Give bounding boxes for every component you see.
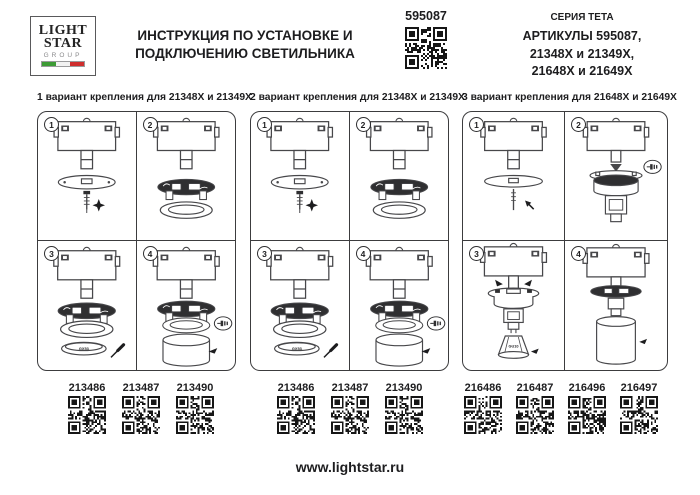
product-code: 213486 (68, 382, 106, 394)
flag-white-segment (56, 62, 70, 66)
flag-red-segment (70, 62, 84, 66)
step-number: 1 (44, 117, 59, 132)
step-number: 3 (257, 246, 272, 261)
step-number: 4 (571, 246, 586, 261)
diagram-gu10-lamp-install (463, 242, 564, 368)
step-number: 2 (356, 117, 371, 132)
product-code: 213487 (331, 382, 369, 394)
qr-code-product (568, 396, 606, 434)
step-panel (38, 241, 137, 370)
qr-code-product (516, 396, 554, 434)
variant-3-title: 3 вариант крепления для 21648X и 21649X (462, 92, 677, 103)
qr-code-product (385, 396, 423, 434)
lamp-label: GX53 (78, 346, 89, 352)
step-number: 2 (571, 117, 586, 132)
product-qr-item (563, 382, 611, 434)
step-number: 3 (44, 246, 59, 261)
articles-line2: 21348X и 21349X, (529, 46, 635, 61)
qr-code-595087 (405, 27, 447, 69)
product-code: 213490 (176, 382, 214, 394)
page-title (110, 27, 380, 63)
page-title-line1: ИНСТРУКЦИЯ ПО УСТАНОВКЕ И (137, 28, 353, 43)
articles-line1: АРТИКУЛЫ 595087, (522, 29, 642, 43)
page-title-line2: ПОДКЛЮЧЕНИЮ СВЕТИЛЬНИКА (135, 45, 355, 61)
product-code: 213487 (122, 382, 160, 394)
variant-1-steps (37, 111, 236, 371)
step-panel (565, 241, 667, 370)
product-qr-item (615, 382, 663, 434)
step-panel (38, 112, 137, 241)
product-qr-item (459, 382, 507, 434)
lamp-label: GU10 (508, 343, 519, 349)
qr-code-product (277, 396, 315, 434)
qr-code-product (122, 396, 160, 434)
step-number: 3 (469, 246, 484, 261)
article-code: 595087 (405, 9, 447, 23)
logo-text-light: LIGHT (38, 22, 88, 38)
product-qr-item (326, 382, 374, 434)
diagram-tall-shade-install (565, 242, 667, 368)
logo-text-group: GROUP (43, 52, 83, 60)
step-panel (251, 241, 350, 370)
logo-flag-stripe (41, 61, 85, 67)
product-qr-item (511, 382, 559, 434)
product-code: 216486 (464, 382, 502, 394)
variant-2-steps (250, 111, 449, 371)
product-code: 213490 (385, 382, 423, 394)
product-code: 213486 (277, 382, 315, 394)
step-panel (565, 112, 667, 241)
series-name: СЕРИЯ TETA (550, 12, 614, 23)
step-panel (350, 112, 449, 241)
variant-2-title: 2 вариант крепления для 21348X и 21349X (250, 92, 465, 103)
product-qr-item (272, 382, 320, 434)
flag-green-segment (42, 62, 56, 66)
lightstar-logo (30, 16, 96, 76)
product-qr-item (380, 382, 428, 434)
product-qr-item (63, 382, 111, 434)
step-panel (137, 112, 236, 241)
step-panel (463, 241, 565, 370)
product-code: 216487 (516, 382, 554, 394)
product-code: 216496 (568, 382, 606, 394)
step-panel (350, 241, 449, 370)
lamp-label: GX53 (291, 346, 302, 352)
variant-3-steps (462, 111, 668, 371)
qr-code-product (68, 396, 106, 434)
series-articles-block (487, 12, 677, 81)
step-number: 1 (257, 117, 272, 132)
qr-code-product (464, 396, 502, 434)
product-code: 216497 (620, 382, 658, 394)
website-url: www.lightstar.ru (295, 459, 405, 475)
step-panel (251, 112, 350, 241)
qr-code-product (176, 396, 214, 434)
product-qr-item (117, 382, 165, 434)
articles-line3: 21648X и 21649X (531, 64, 633, 78)
logo-text-star: STAR (43, 35, 83, 51)
step-number: 2 (143, 117, 158, 132)
step-panel (137, 241, 236, 370)
qr-code-product (331, 396, 369, 434)
variant-1-title: 1 вариант крепления для 21348X и 21349X (37, 92, 252, 103)
step-number: 1 (469, 117, 484, 132)
step-panel (463, 112, 565, 241)
qr-code-product (620, 396, 658, 434)
product-qr-item (171, 382, 219, 434)
step-number: 4 (143, 246, 158, 261)
step-number: 4 (356, 246, 371, 261)
